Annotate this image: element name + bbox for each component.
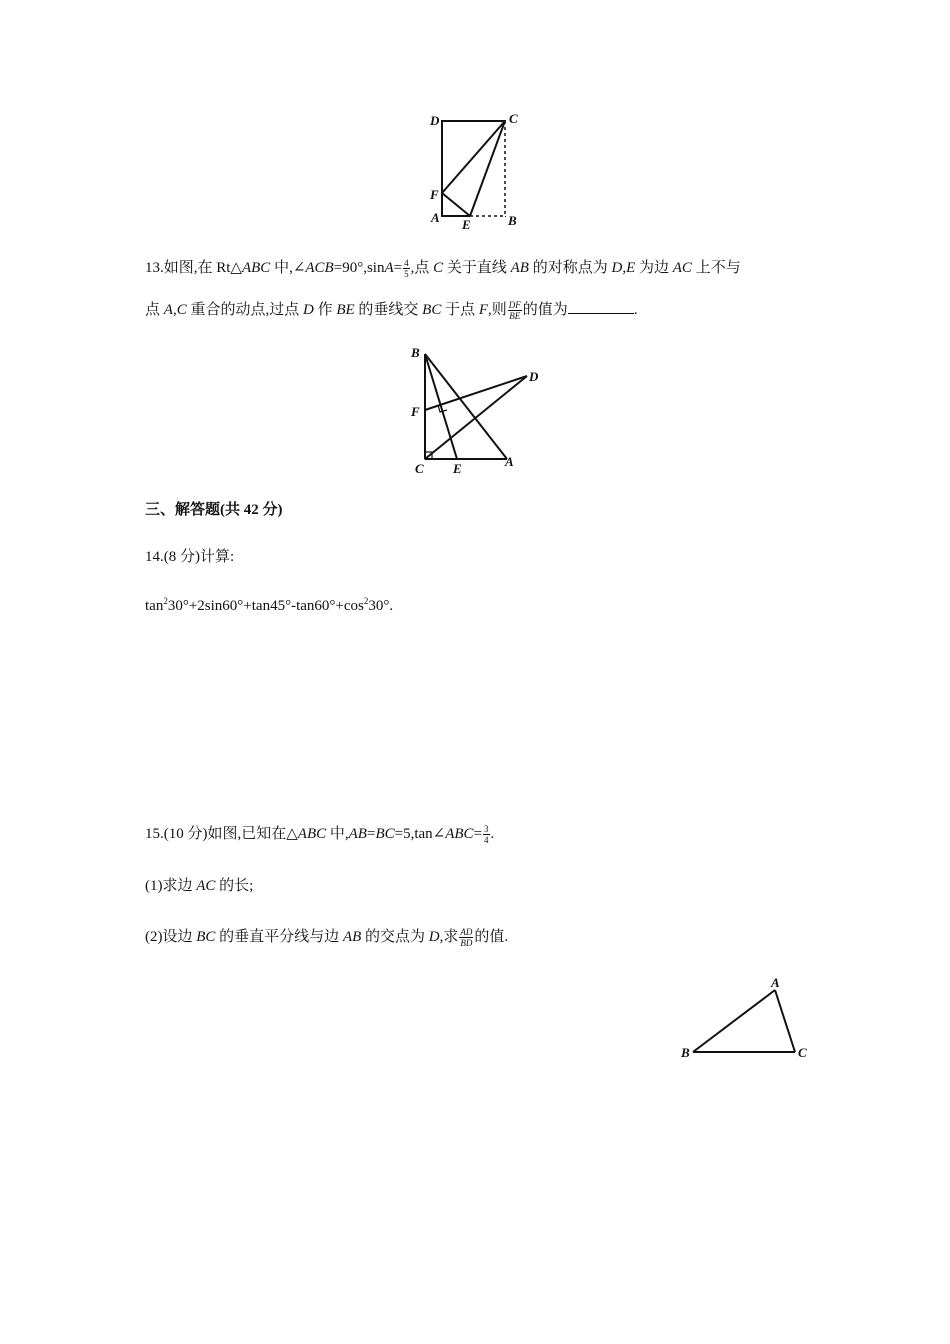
label-b: B — [681, 1045, 690, 1060]
label-c: C — [798, 1045, 807, 1060]
label-b: B — [411, 345, 420, 360]
fraction-df-be: $\frac{DF}{BE}$ — [508, 300, 521, 322]
label-a: A — [771, 975, 780, 990]
figure-right-triangle — [405, 342, 555, 477]
question-14-heading: 14.(8 分)计算: — [145, 549, 235, 565]
question-15-line-1: 15.(10 分)如图,已知在△ABC 中,AB=BC=5,tan∠ABC= $\frac{3}{4}$ . — [145, 824, 495, 846]
label-d: D — [430, 113, 440, 128]
label-a: A — [431, 210, 440, 225]
question-13-line-2: 点 A,C 重合的动点,过点 D 作 BE 的垂线交 BC 于点 F,则 $\frac{DF}{BE}$ 的值为 . — [145, 300, 638, 322]
label-e: E — [453, 461, 462, 476]
question-13-line-1: 13.如图,在 Rt△ABC 中,∠ACB=90°,sinA= $\frac{4}{5}$ ,点 C 关于直线 AB 的对称点为 D,E 为边 AC 上不与 — [145, 258, 741, 280]
question-15-part-1: (1)求边 AC 的长; — [145, 878, 254, 894]
answer-blank — [568, 299, 634, 314]
fraction-ad-bd: $\frac{AD}{BD}$ — [460, 927, 473, 949]
section-heading: 三、解答题(共 42 分) — [145, 502, 283, 518]
label-b: B — [508, 213, 517, 228]
question-15-part-2: (2)设边 BC 的垂直平分线与边 AB 的交点为 D,求 $\frac{AD}{BD}$ 的值. — [145, 927, 509, 949]
figure-rectangle-dcbae — [420, 108, 530, 233]
fraction-3-4: $\frac{3}{4}$ — [484, 824, 489, 846]
question-14-expression: $\tan^230^\circ+2\sin 60^\circ+\tan 45^\circ-\tan 60^\circ+\cos^230^\circ$. — [145, 596, 394, 614]
figure-triangle-abc — [675, 972, 815, 1067]
label-c: C — [509, 111, 518, 126]
label-e: E — [462, 217, 471, 232]
label-d: D — [529, 369, 539, 384]
label-f: F — [430, 187, 439, 202]
fraction-4-5: $\frac{4}{5}$ — [404, 258, 409, 280]
label-f: F — [411, 404, 420, 419]
label-c: C — [415, 461, 424, 476]
label-a: A — [505, 454, 514, 469]
